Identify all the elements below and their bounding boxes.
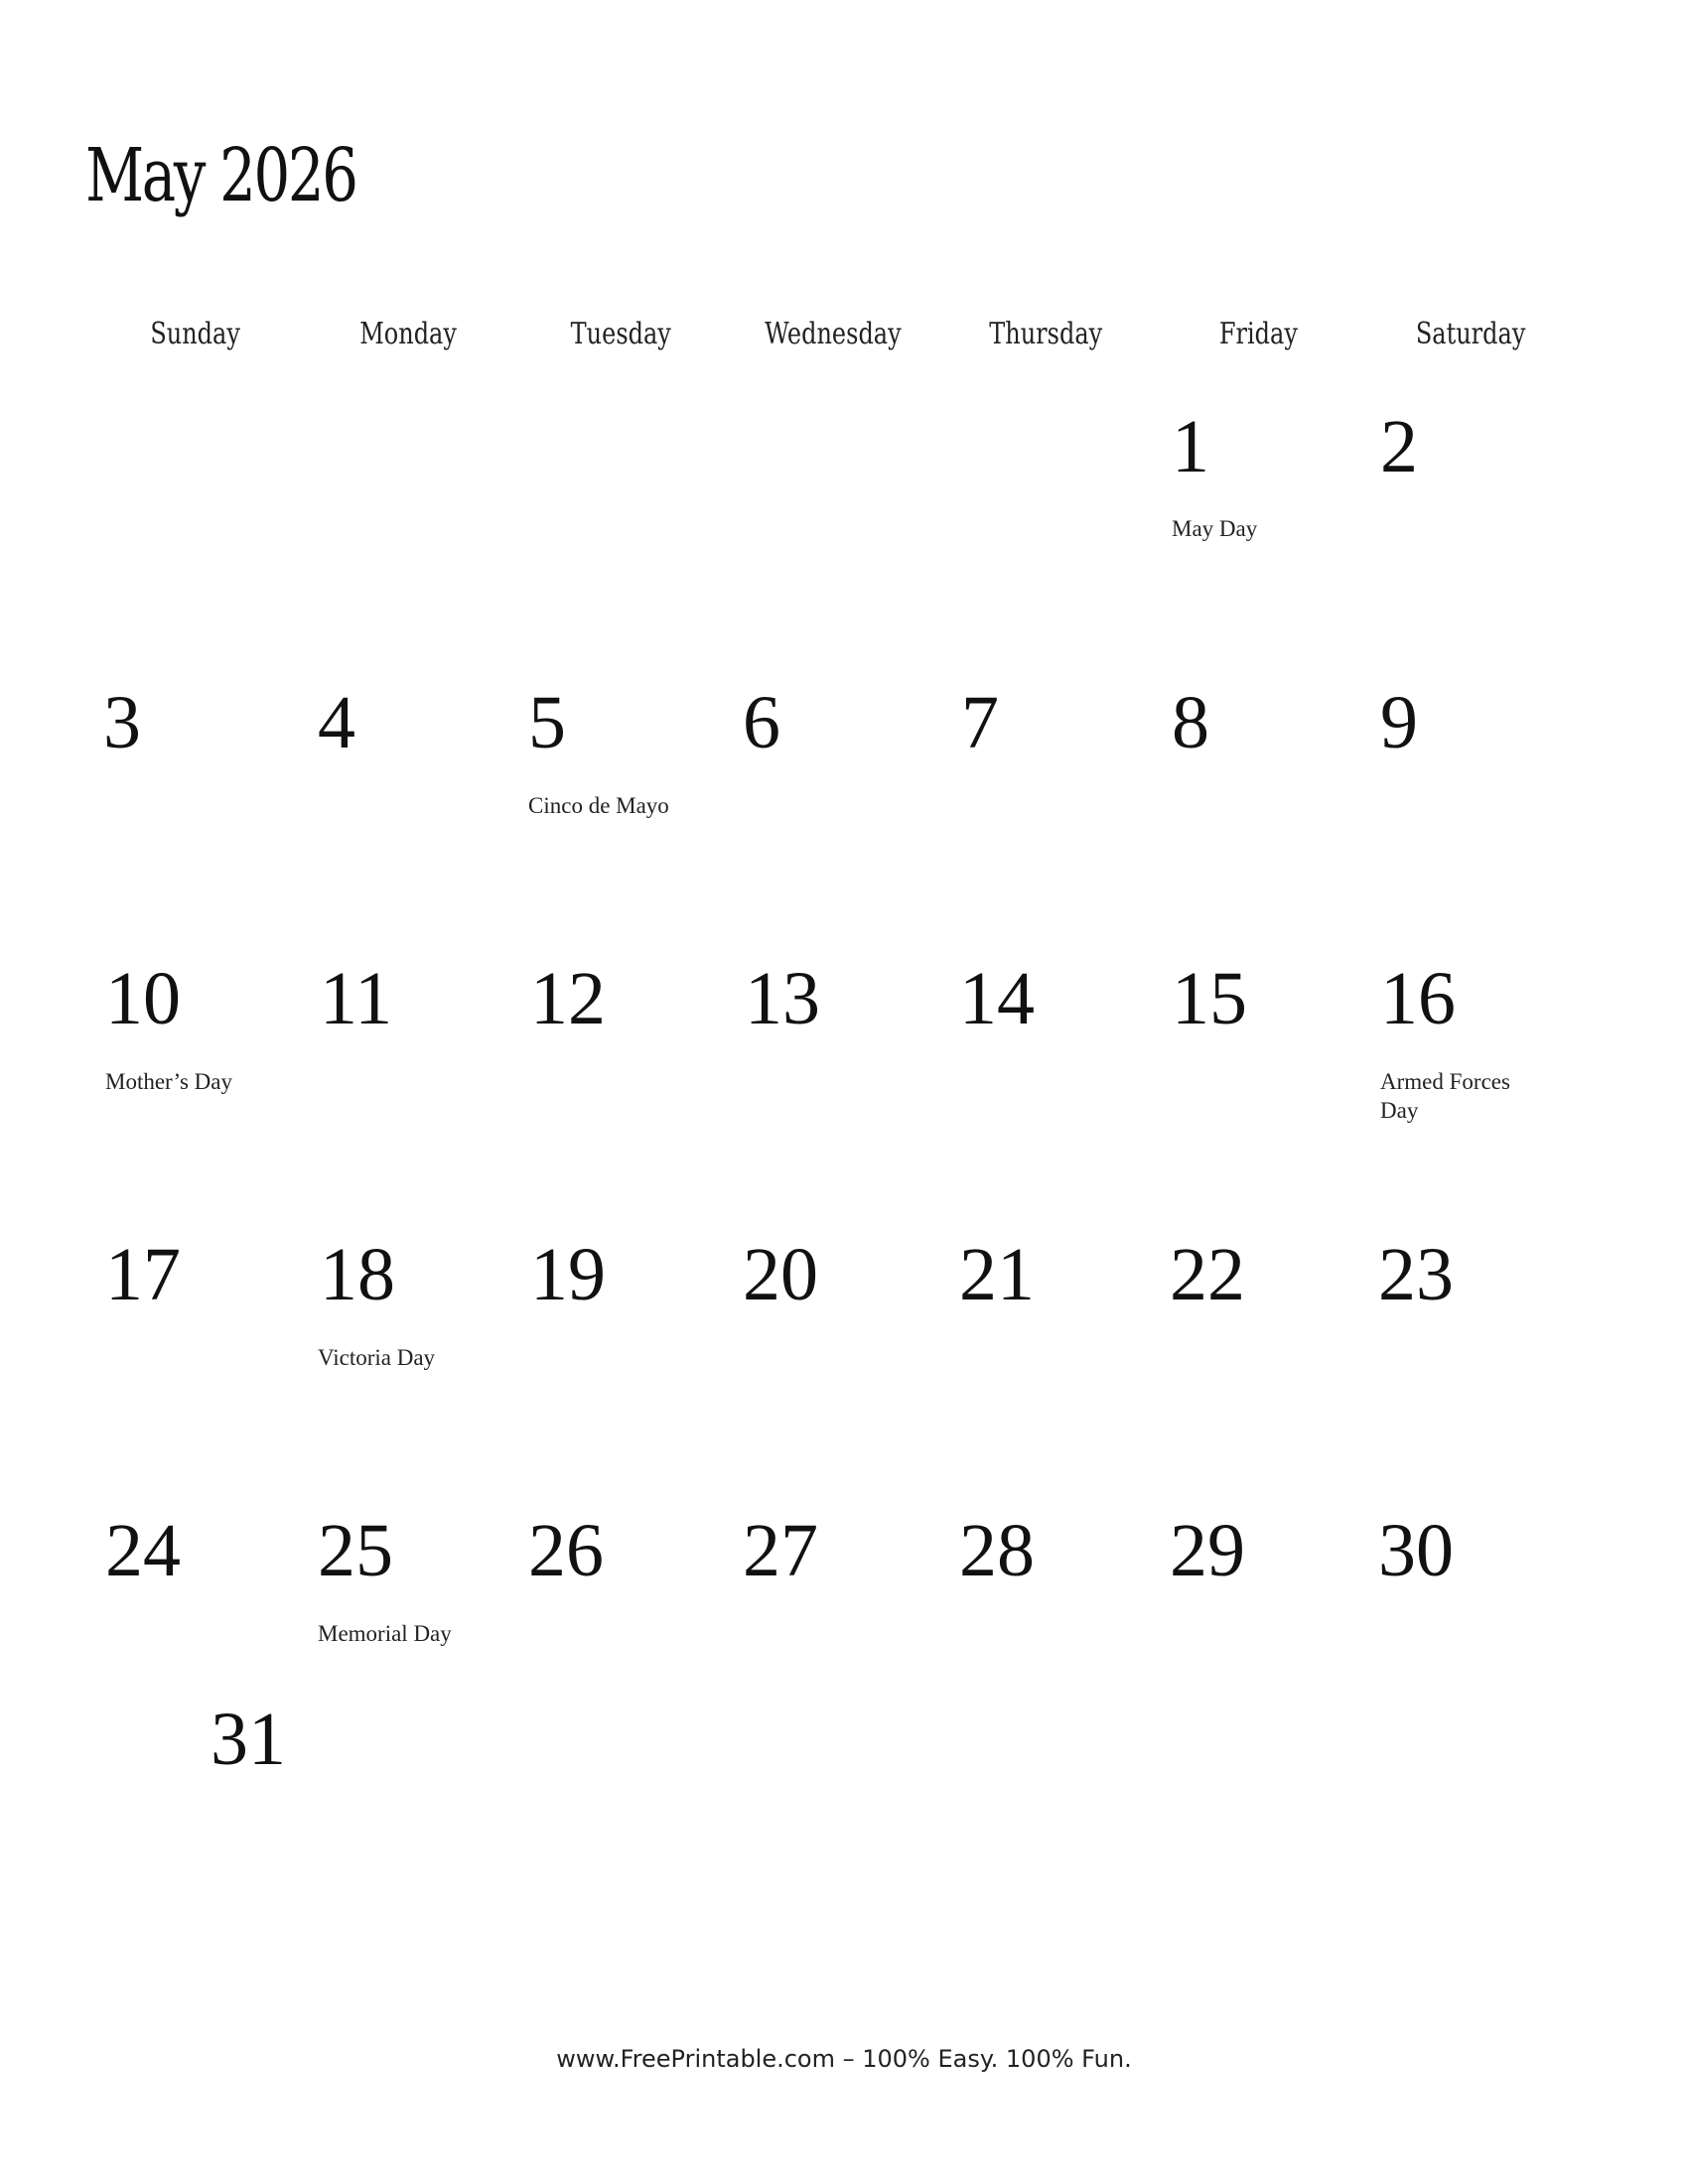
day-cell-3: 3 (103, 681, 141, 764)
day-cell-26: 26 (528, 1509, 604, 1592)
weekday-header-monday: Monday (359, 317, 457, 351)
weekday-header-sunday: Sunday (150, 317, 241, 351)
day-cell-6: 6 (743, 681, 780, 764)
month-title: May 2026 (85, 133, 356, 218)
day-cell-13: 13 (745, 957, 820, 1040)
weekday-header-wednesday: Wednesday (765, 317, 902, 351)
holiday-label-mothers-day: Mother’s Day (105, 1069, 232, 1094)
day-cell-25: 25 (318, 1509, 393, 1592)
day-cell-14: 14 (959, 957, 1035, 1040)
day-cell-27: 27 (743, 1509, 818, 1592)
day-cell-21: 21 (959, 1233, 1035, 1316)
day-cell-1: 1 (1172, 405, 1209, 488)
day-cell-30: 30 (1378, 1509, 1454, 1592)
weekday-header-thursday: Thursday (989, 317, 1102, 351)
day-cell-29: 29 (1170, 1509, 1245, 1592)
day-cell-9: 9 (1380, 681, 1418, 764)
holiday-label-may-day: May Day (1172, 516, 1258, 541)
weekday-header-friday: Friday (1218, 317, 1298, 351)
day-cell-5: 5 (528, 681, 566, 764)
weekday-header-saturday: Saturday (1415, 317, 1526, 351)
day-cell-4: 4 (318, 681, 355, 764)
day-cell-7: 7 (961, 681, 999, 764)
day-cell-28: 28 (959, 1509, 1035, 1592)
day-cell-31: 31 (211, 1698, 286, 1781)
day-cell-16: 16 (1380, 957, 1456, 1040)
day-cell-20: 20 (743, 1233, 818, 1316)
day-cell-23: 23 (1378, 1233, 1454, 1316)
holiday-label-memorial-day: Memorial Day (318, 1621, 452, 1646)
day-cell-10: 10 (105, 957, 181, 1040)
day-cell-19: 19 (530, 1233, 606, 1316)
holiday-label-victoria-day: Victoria Day (318, 1345, 436, 1370)
day-cell-2: 2 (1380, 405, 1418, 488)
day-cell-24: 24 (105, 1509, 181, 1592)
day-cell-17: 17 (105, 1233, 181, 1316)
day-cell-18: 18 (320, 1233, 395, 1316)
day-cell-12: 12 (530, 957, 606, 1040)
day-cell-22: 22 (1170, 1233, 1245, 1316)
holiday-label-cinco-de-mayo: Cinco de Mayo (528, 793, 669, 818)
day-cell-11: 11 (320, 957, 393, 1040)
footer-credit: www.FreePrintable.com – 100% Easy. 100% Fun. (556, 2045, 1132, 2073)
weekday-header-tuesday: Tuesday (570, 317, 671, 351)
holiday-label-armed-forces-day: Armed Forces Day (1380, 1069, 1510, 1123)
day-cell-8: 8 (1172, 681, 1209, 764)
day-cell-15: 15 (1172, 957, 1247, 1040)
